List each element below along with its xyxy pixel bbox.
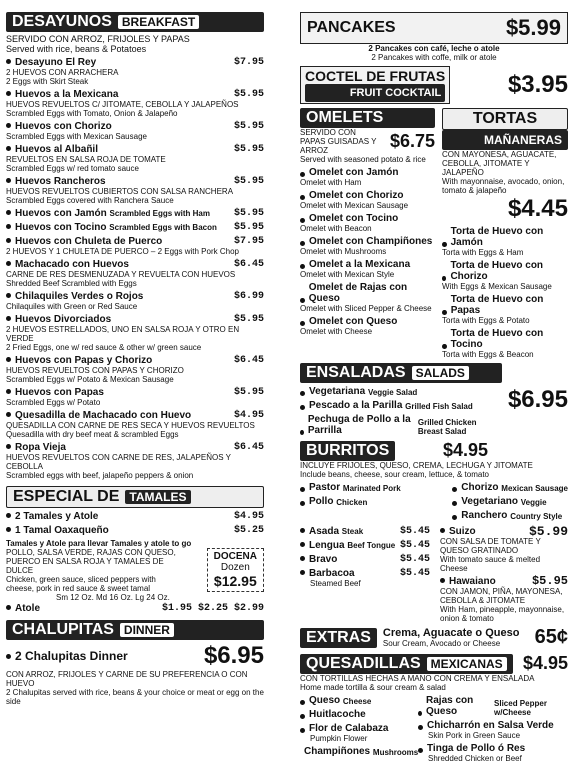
bullet-icon — [300, 321, 305, 326]
menu-item: Huevos con Papas $5.95 — [6, 387, 264, 398]
coctel-row: COCTEL DE FRUTAS FRUIT COCKTAIL $3.95 — [300, 66, 568, 104]
menu-item: Omelet con Chorizo — [300, 190, 435, 201]
menu-item: Flor de Calabaza — [300, 723, 410, 734]
menu-item: Huevos con Jamón Scrambled Eggs with Ham $5.95 — [6, 208, 264, 219]
menu-item: Vegetariano Veggie — [452, 496, 568, 507]
tamales-to-go: Tamales y Atole para llevar Tamales y atole to go — [6, 539, 192, 548]
menu-item: Ropa Vieja $6.45 — [6, 442, 264, 453]
bullet-icon — [6, 527, 11, 532]
menu-item: Ranchero Country Style — [452, 510, 568, 521]
bullet-icon — [6, 444, 11, 449]
menu-item: Vegetariana Veggie Salad — [300, 386, 502, 397]
menu-item: Huevos con Chorizo $5.95 — [6, 121, 264, 132]
bullet-icon — [6, 316, 11, 321]
menu-item: Torta de Huevo con Jamón — [442, 226, 568, 248]
tortas-section: TORTAS MAÑANERAS CON MAYONESA, AGUACATE, CEBOLLA, JITOMATE Y JALAPEÑO With mayonnaise, avocado, onion, tomato & jalapeño $4.45 Torta de Huevo con Jamón Torta with Eggs & Ham Torta de Huevo con Chorizo With Eggs & Mexican Sausage Torta de Huevo con Papas Torta with Eggs & Potato Torta de Huevo con Tocino Torta with Eggs & Beacon — [442, 110, 568, 359]
atole-row: Atole $1.95 $2.25 $2.99 — [6, 603, 264, 614]
bullet-icon — [6, 654, 11, 659]
extras-row: EXTRAS Crema, Aguacate o Queso Sour Cream, Avocado or Cheese 65¢ — [300, 626, 568, 649]
breakfast-items: Desayuno El Rey $7.95 2 HUEVOS CON ARRACHERA 2 Eggs with Skirt Steak Huevos a la Mexicana $5.95 HUEVOS REVUELTOS C/ JITOMATE, CEBOLLA Y JALAPEÑOS Scrambled Eggs with Tomato, Onion & Jalapeño Huevos con Chorizo $5.95 Scrambled Eggs with Mexican Sausage Huevos al Albañil $5.95 REVUELTOS EN SALSA ROJA DE TOMATE Scrambled Eggs w/ red tomato sauce Huevos Rancheros $5.95 HUEVOS REVUELTOS CUBIERTOS CON SALSA RANCHERA Scrambled Eggs covered with Ranchera Sauce Huevos con Jamón Scrambled Eggs with Ham $5.95 Huevos con Tocino Scrambled Eggs with Bacon $5.95 Huevos con Chuleta de Puerco $7.95 2 HUEVOS Y 1 CHULETA DE PUERCO – 2 Eggs with Pork Chop Machacado con Huevos $6.45 CARNE DE RES DESMENUZADA Y REVUELTA CON HUEVOS Shredded Beef Scrambled with Eggs Chilaquiles Verdes o Rojos $6.99 Chilaquiles with Green or Red Sauce Huevos Divorciados $5.95 2 HUEVOS ESTRELLADOS, UNO EN SALSA ROJA Y OTRO EN VERDE 2 Fried Eggs, one w/ red sauce & other w/ green sauce Huevos con Papas y Chorizo $6.45 HUEVOS REVUELTOS CON PAPAS Y CHORIZO Scrambled Eggs w/ Potato & Mexican Sausage Huevos con Papas $5.95 Scrambled Eggs w/ Potato Quesadilla de Machacado con Huevo $4.95 QUESADILLA CON CARNE DE RES SECA Y HUEVOS REVUELTOS Quesadilla with dry beef meat & scrambled Eggs Ropa Vieja $6.45 HUEVOS REVUELTOS CON CARNE DE RES, JALAPEÑOS Y CEBOLLA Scrambled eggs with beef, jalapeño peppers & onion — [6, 57, 264, 480]
bullet-icon — [300, 241, 305, 246]
burritos-lists — [300, 479, 568, 521]
breakfast-served: SERVIDO CON ARROZ, FRIJOLES Y PAPAS — [6, 34, 190, 44]
bullet-icon — [300, 714, 305, 719]
bullet-icon — [300, 570, 305, 575]
menu-item: Huevos con Papas y Chorizo $6.45 — [6, 355, 264, 366]
bullet-icon — [442, 310, 447, 315]
menu-item: Omelet de Rajas con Queso — [300, 282, 435, 304]
bullet-icon — [6, 293, 11, 298]
menu-item: Omelet con Champiñones — [300, 236, 435, 247]
menu-item: Hawaiano $5.95 — [440, 576, 568, 587]
bullet-icon — [300, 528, 305, 533]
menu-item: Huitlacoche — [300, 709, 410, 720]
burritos-priced: Asada Steak $5.45 Lengua Beef Tongue $5.45 Bravo $5.45 Barbacoa $5.45 Steamed Beef Suizo $5.99 CON SALSA DE TOMATE Y QUESO GRATINADO With tomato sauce & melted Cheese Hawaiano $5.95 CON JAMON, PIÑA, MAYONESA, CEBOLLA & JITOMATE With Ham, pineapple, mayonnaise, onion & tomato — [300, 523, 568, 623]
chalupitas-banner: CHALUPITAS DINNER — [6, 620, 264, 640]
menu-item: Omelet con Queso — [300, 316, 435, 327]
bullet-icon — [6, 224, 11, 229]
menu-item: Champiñones Mushrooms — [304, 746, 419, 757]
burritos-header: BURRITOS $4.95 — [300, 440, 568, 461]
bullet-icon — [6, 605, 11, 610]
bullet-icon — [6, 412, 11, 417]
bullet-icon — [6, 238, 11, 243]
breakfast-banner — [6, 12, 264, 32]
menu-item: Pastor Marinated Pork — [300, 482, 401, 493]
bullet-icon — [6, 389, 11, 394]
breakfast-served-en: Served with rice, beans & Potatoes — [6, 44, 147, 54]
bullet-icon — [442, 344, 447, 349]
menu-item: Pescado a la Parilla Grilled Fish Salad — [300, 400, 502, 411]
menu-item: Asada Steak $5.45 — [300, 526, 430, 537]
menu-item: Omelet con Tocino — [300, 213, 435, 224]
chalupitas-row: 2 Chalupitas Dinner $6.95 — [6, 642, 264, 670]
bullet-icon — [300, 405, 305, 410]
quesadillas-header: QUESADILLAS MEXICANAS $4.95 — [300, 653, 568, 674]
ensaladas-row: ENSALADAS SALADS Vegetariana Veggie Salad Pescado a la Parilla Grilled Fish Salad Pechuga de Pollo a la Parrilla Grilled Chicken Breast Salad $6.95 — [300, 363, 568, 436]
tamales-details: POLLO, SALSA VERDE, RAJAS CON QUESO, PUERCO EN SALSA ROJA Y TAMALES DE DULCE Chicken, green sauce, sliced peppers with cheese, pork in red sauce & sweet tamal DOCENA Dozen $12.95 — [6, 548, 264, 593]
bullet-icon — [6, 261, 11, 266]
menu-item: Suizo $5.99 — [440, 526, 568, 537]
pancakes-header: PANCAKES $5.99 — [300, 12, 568, 44]
menu-item: Pechuga de Pollo a la Parrilla Grilled Chicken Breast Salad — [300, 414, 502, 436]
breakfast-title-en: BREAKFAST — [118, 15, 199, 29]
menu-item: Chicharrón en Salsa Verde — [418, 720, 568, 731]
bullet-icon — [440, 528, 445, 533]
bullet-icon — [300, 391, 305, 396]
bullet-icon — [442, 276, 446, 281]
menu-item: Huevos al Albañil $5.95 — [6, 144, 264, 155]
bullet-icon — [452, 515, 457, 520]
omelets-section: OMELETS SERVIDO CON PAPAS GUISADAS Y ARROZ $6.75 Served with seasoned potato & rice Omelet con Jamón Omelet with Ham Omelet con Chorizo Omelet with Mexican Sausage Omelet con Tocino Omelet with Beacon Omelet con Champiñones Omelet with Mushrooms Omelet a la Mexicana Omelet with Mexican Style Omelet de Rajas con Queso Omelet with Sliced Pepper & Cheese Omelet con Queso Omelet with Cheese — [300, 109, 435, 336]
bullet-icon — [6, 59, 11, 64]
bullet-icon — [300, 542, 305, 547]
bullet-icon — [6, 178, 11, 183]
bullet-icon — [300, 298, 305, 303]
bullet-icon — [6, 146, 11, 151]
bullet-icon — [6, 123, 11, 128]
ensaladas-banner: ENSALADAS SALADS — [300, 363, 502, 383]
menu-item: Omelet a la Mexicana — [300, 259, 435, 270]
menu-item: Bravo $5.45 — [300, 554, 430, 565]
menu-item: 2 Tamales y Atole $4.95 — [6, 511, 264, 522]
omelets-tortas — [300, 108, 568, 359]
menu-item: Chorizo Mexican Sausage — [452, 482, 568, 493]
menu-item: Rajas con Queso Sliced Pepper w/Cheese — [418, 695, 568, 717]
dozen-box: DOCENA Dozen $12.95 — [207, 548, 264, 592]
tamales-banner: ESPECIAL DE TAMALES — [6, 486, 264, 508]
bullet-icon — [300, 487, 305, 492]
menu-item: Torta de Huevo con Tocino — [442, 328, 568, 350]
menu-item: Huevos con Tocino Scrambled Eggs with Bacon $5.95 — [6, 222, 264, 233]
menu-item: Desayuno El Rey $7.95 — [6, 57, 264, 68]
bullet-icon — [418, 725, 423, 730]
bullet-icon — [6, 210, 11, 215]
menu-item: Machacado con Huevos $6.45 — [6, 259, 264, 270]
bullet-icon — [6, 513, 11, 518]
left-column: DESAYUNOS BREAKFAST SERVIDO CON ARROZ, FRIJOLES Y PAPAS Served with rice, beans & Potatoes Desayuno El Rey $7.95 2 HUEVOS CON ARRACHERA 2 Eggs with Skirt Steak Huevos a la Mexicana $5.95 HUEVOS REVUELTOS C/ JITOMATE, CEBOLLA Y JALAPEÑOS Scrambled Eggs with Tomato, Onion & Jalapeño Huevos con Chorizo $5.95 Scrambled Eggs with Mexican Sausage Huevos al Albañil $5.95 REVUELTOS EN SALSA ROJA DE TOMATE Scrambled Eggs w/ red tomato sauce Huevos Rancheros $5.95 HUEVOS REVUELTOS CUBIERTOS CON SALSA RANCHERA Scrambled Eggs covered with Ranchera Sauce Huevos con Jamón Scrambled Eggs with Ham $5.95 Huevos con Tocino Scrambled Eggs with Bacon $5.95 Huevos con Chuleta de Puerco $7.95 2 HUEVOS Y 1 CHULETA DE PUERCO – 2 Eggs with Pork Chop Machacado con Huevos $6.45 CARNE DE RES DESMENUZADA Y REVUELTA CON HUEVOS Shredded Beef Scrambled with Eggs Chilaquiles Verdes o Rojos $6.99 Chilaquiles with Green or Red Sauce Huevos Divorciados $5.95 2 HUEVOS ESTRELLADOS, UNO EN SALSA ROJA Y OTRO EN VERDE 2 Fried Eggs, one w/ red sauce & other w/ green sauce Huevos con Papas y Chorizo $6.45 HUEVOS REVUELTOS CON PAPAS Y CHORIZO Scrambled Eggs w/ Potato & Mexican Sausage Huevos con Papas $5.95 Scrambled Eggs w/ Potato Quesadilla de Machacado con Huevo $4.95 QUESADILLA CON CARNE DE RES SECA Y HUEVOS REVUELTOS Quesadilla with dry beef meat & scrambled Eggs Ropa Vieja $6.45 HUEVOS REVUELTOS CON CARNE DE RES, JALAPEÑOS Y CEBOLLA Scrambled eggs with beef, jalapeño peppers & onion ESPECIAL DE TAMALES 2 Tamales y Atole $4.95 1 Tamal Oaxaqueño $5.25 Tamales y Atole para llevar Tamales y atole to go POLLO, SALSA VERDE, RAJAS CON QUESO, PUERCO EN SALSA ROJA Y TAMALES DE DULCE Chicken, green sauce, sliced peppers with cheese, pork in red sauce & sweet tamal DOCENA Dozen $12.95 Sm 12 Oz. Md 16 Oz. Lg 24 Oz. Atole $1.95 $2.25 $2.99 CHALUPITAS DINNER 2 Chalupitas Dinner $6.95 CON ARROZ, FRIJOLES Y CARNE DE SU PREFERENCIA O CON HUEVO 2 Chalupitas served with rice, beans & your choice or meat or egg on the side — [6, 13, 264, 706]
bullet-icon — [442, 242, 447, 247]
menu-item: Torta de Huevo con Chorizo — [442, 260, 568, 282]
bullet-icon — [6, 91, 11, 96]
bullet-icon — [6, 357, 11, 362]
bullet-icon — [418, 711, 422, 716]
bullet-icon — [300, 556, 305, 561]
bullet-icon — [452, 501, 457, 506]
atole-sizes: Sm 12 Oz. Md 16 Oz. Lg 24 Oz. — [56, 593, 170, 602]
menu-item: Queso Cheese — [300, 695, 410, 706]
menu-item: Huevos a la Mexicana $5.95 — [6, 89, 264, 100]
menu-item: Barbacoa $5.45 — [300, 568, 430, 579]
bullet-icon — [452, 487, 457, 492]
menu-item: Huevos con Chuleta de Puerco $7.95 — [6, 236, 264, 247]
bullet-icon — [300, 501, 305, 506]
bullet-icon — [300, 218, 305, 223]
bullet-icon — [300, 430, 304, 435]
menu-item: Tinga de Pollo ó Res — [418, 743, 568, 754]
bullet-icon — [300, 264, 305, 269]
breakfast-title: DESAYUNOS — [12, 13, 112, 30]
bullet-icon — [300, 195, 305, 200]
menu-item: Chilaquiles Verdes o Rojos $6.99 — [6, 291, 264, 302]
bullet-icon — [300, 728, 305, 733]
menu-item: Huevos Rancheros $5.95 — [6, 176, 264, 187]
menu-item: Lengua Beef Tongue $5.45 — [300, 540, 430, 551]
bullet-icon — [300, 172, 305, 177]
menu-item: 1 Tamal Oaxaqueño $5.25 — [6, 525, 264, 536]
bullet-icon — [418, 748, 423, 753]
right-column: PANCAKES $5.99 2 Pancakes con café, leche o atole 2 Pancakes with coffe, milk or atole COCTEL DE FRUTAS FRUIT COCKTAIL $3.95 OMELETS SERVIDO CON PAPAS GUISADAS Y ARROZ $6.75 Served with seasoned potato & rice Omelet con Jamón Omelet with Ham Omelet con Chorizo Omelet with Mexican Sausage Omelet con Tocino Omelet with Beacon Omelet con Champiñones Omelet with Mushrooms Omelet a la Mexicana Omelet with Mexican Style Omelet de Rajas con Queso Omelet with Sliced Pepper & Cheese Omelet con Queso Omelet with Cheese TORTAS MAÑANERAS CON MAYONESA, AGUACATE, CEBOLLA, JITOMATE Y JALAPEÑO With mayonnaise, avocado, onion, tomato & jalapeño $4.45 Torta de Huevo con Jamón Torta with Eggs & Ham Torta de Huevo con Chorizo With Eggs & Mexican Sausage Torta de Huevo con Papas Torta with Eggs & Potato Torta de Huevo con Tocino Torta with Eggs & Beacon ENSALADAS SALADS Vegetariana Veggie Salad Pescado a la Parilla Grilled Fish Salad Pechuga de Pollo a la Parrilla Grilled Chicken Breast Salad $6.95 BURRITOS $4.95 INCLUYE FRIJOLES, QUESO, CREMA, LECHUGA Y JITOMATE Include beans, cheese, sour cream, lettuce, & tomato Pastor Marinated Pork Pollo Chicken Chorizo Mexican Sausage Vegetariano Veggie Ranchero Country Style Asada Steak $5.45 Lengua Beef Tongue $5.45 Bravo $5.45 Barbacoa $5.45 Steamed Beef Suizo $5.99 CON SALSA DE TOMATE Y QUESO GRATINADO With tomato sauce & melted Cheese Hawaiano $5.95 CON JAMON, PIÑA, MAYONESA, CEBOLLA & JITOMATE With Ham, pineapple, mayonnaise, onion & tomato EXTRAS Crema, Aguacate o Queso Sour Cream, Avocado or Cheese 65¢ QUESADILLAS MEXICANAS $4.95 CON TORTILLAS HECHAS A MANO CON CREMA Y ENSALADA Home made tortilla & sour cream & salad Queso Cheese Huitlacoche Flor de Calabaza Pumpkin Flower Champiñones Mushrooms Rajas con Queso Sliced Pepper w/Cheese Chicharrón en Salsa Verde Skin Pork in Green Sauce Tinga de Pollo ó Res Shredded Chicken or Beef — [300, 0, 568, 763]
menu-item: Huevos Divorciados $5.95 — [6, 314, 264, 325]
quesadillas-lists: Queso Cheese Huitlacoche Flor de Calabaza Pumpkin Flower Champiñones Mushrooms Rajas con Queso Sliced Pepper w/Cheese Chicharrón en Salsa Verde Skin Pork in Green Sauce Tinga de Pollo ó Res Shredded Chicken or Beef — [300, 692, 568, 763]
bullet-icon — [440, 578, 445, 583]
menu-item: Omelet con Jamón — [300, 167, 435, 178]
menu-item: Quesadilla de Machacado con Huevo $4.95 — [6, 410, 264, 421]
menu-item: Torta de Huevo con Papas — [442, 294, 568, 316]
menu-item: Pollo Chicken — [300, 496, 401, 507]
bullet-icon — [300, 700, 305, 705]
